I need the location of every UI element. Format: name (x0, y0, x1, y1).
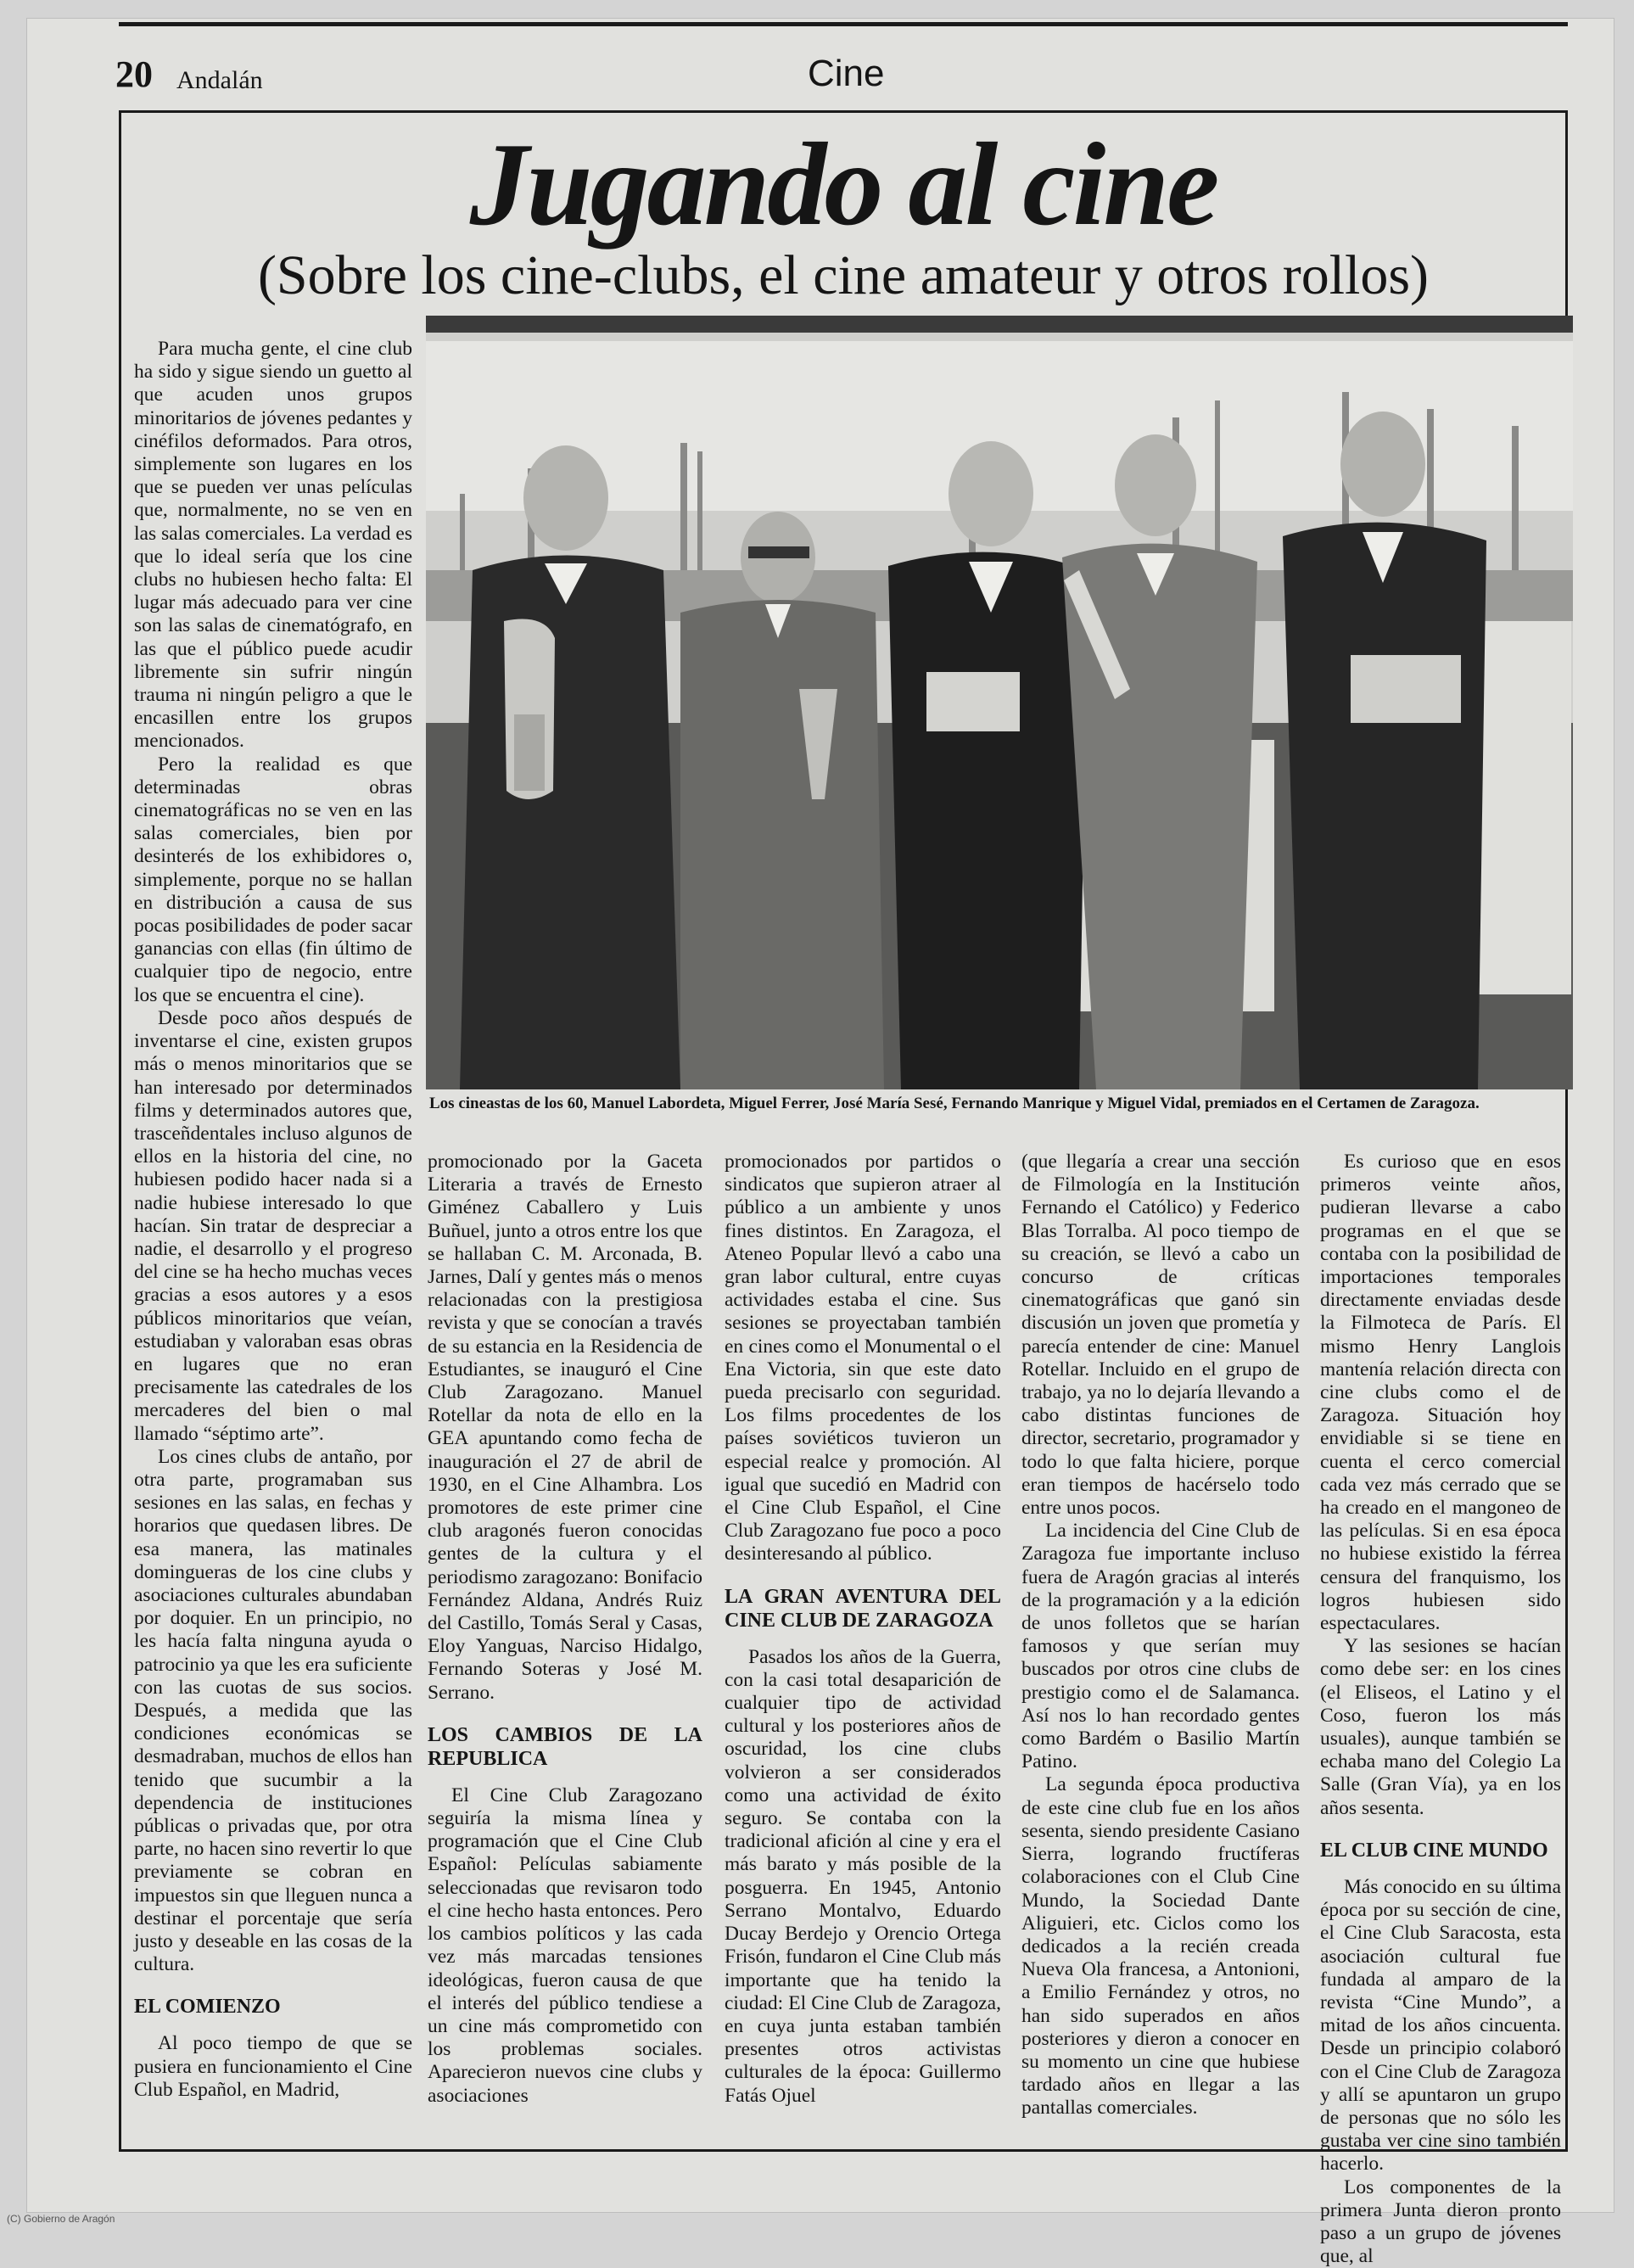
paragraph: Pasados los años de la Guerra, con la casi total desaparición de cualquier tipo de actividad cultural y los posteriores años de oscuridad, los cine clubs volvieron a ser considerados como una actividad de éxito seguro. Se contaba con la tradicional afición al cine y era el más barato y más posible de la posguerra. En 1945, Antonio Serrano Montalvo, Eduardo Ducay Berdejo y Orencio Ortega Frisón, fundaron el Cine Club más importante que ha tenido la ciudad: El Cine Club de Zaragoza, en cuya junta estaban también presentes otros activistas culturales de la época: Guillermo Fatás Ojuel (725, 1645, 1001, 2107)
article-headline: Jugando al cine (469, 119, 1217, 250)
section-heading: LA GRAN AVENTURA DEL CINE CLUB DE ZARAGOZA (725, 1585, 1001, 1632)
header-rule (119, 22, 1568, 26)
article-column-5 (1320, 1151, 1561, 2268)
paragraph: Para mucha gente, el cine club ha sido y sigue siendo un guetto al que acuden unos grupos minoritarios de jóvenes pedantes y cinéfilos deformados. Para otros, simplemente son lugares en los que se pueden ver unas películas que, normalmente, no se ven en las salas comerciales. La verdad es que lo ideal sería que los cine clubs no hubiesen hecho falta: El lugar más adecuado para ver cine son las salas de cinematógrafo, en las que el público puede acudir libremente sin sufrir ningún trauma ni ningún peligro a que le encasillen entre los grupos mencionados. (134, 338, 412, 753)
section-heading: LOS CAMBIOS DE LA REPUBLICA (428, 1723, 702, 1770)
section-heading: EL COMIENZO (134, 1996, 281, 2019)
paragraph: Y las sesiones se hacían como debe ser: en los cines (el Eliseos, el Latino y el Coso, fueron los más usuales), aunque también se echaba mano del Colegio La Salle (Gran Vía), ya en los años sesenta. (1320, 1635, 1561, 1819)
section-heading: EL CLUB CINE MUNDO (1320, 1839, 1548, 1862)
paragraph: (que llegaría a crear una sección de Filmología en la Institución Fernando el Católico) y Federico Blas Torralba. Al poco tiempo de su creación, se llevó a cabo un concurso de críticas cinematográficas que ganó sin discusión un joven que prometía y parecía entender de cine: Manuel Rotellar. Incluido en el grupo de trabajo, ya no lo dejaría llevando a cabo distintas funciones de director, secretario, programador y todo lo que falta hiciere, porque eran tiempos de hacérselo todo entre unos pocos. (1021, 1151, 1300, 1520)
photo-illustration (426, 316, 1573, 1089)
paragraph: promocionados por partidos o sindicatos que supieron atraer al público a un ambiente y unos fines distintos. En Zaragoza, el Ateneo Popular llevó a cabo una gran labor cultural, entre cuyas actividades estaba el cine. Sus sesiones se proyectaban también en cines como el Monumental o el Ena Victoria, sin que este dato pueda precisarlo con seguridad. Los films procedentes de los países soviéticos tuvieron un especial realce y promoción. Al igual que sucedió en Madrid con el Cine Club Español, el Cine Club Zaragozano fue poco a poco desinteresando al público. (725, 1151, 1001, 1565)
paragraph: La segunda época productiva de este cine club fue en los años sesenta, siendo presidente Casiano Sierra, logrando fructíferas colaboraciones con el Club Cine Mundo, la Sociedad Dante Aliguieri, etc. Ciclos como los dedicados a la recién creada Nueva Ola francesa, a Antonioni, a Emilio Fernández y otros, no han sido superados en años posteriores y dieron a conocer en su momento un cine que hubiese tardado años en llegar a las pantallas comerciales. (1021, 1773, 1300, 2120)
article-column-3 (725, 1151, 1001, 2108)
paragraph: Al poco tiempo de que se pusiera en funcionamiento el Cine Club Español, en Madrid, (134, 2032, 412, 2101)
copyright-credit: (C) Gobierno de Aragón (7, 2213, 115, 2225)
article-column-1 (134, 338, 412, 2128)
article-column-4 (1021, 1151, 1300, 2120)
publication-name: Andalán (176, 66, 263, 94)
article-subtitle: (Sobre los cine-clubs, el cine amateur y otros rollos) (257, 244, 1430, 306)
paragraph: Los componentes de la primera Junta dieron pronto paso a un grupo de jóvenes que, al (1320, 2176, 1561, 2268)
article-column-2 (428, 1151, 702, 2108)
paragraph: Más conocido en su última época por su sección de cine, el Cine Club Saracosta, esta asociación cultural fue fundada al amparo de la revista “Cine Mundo”, a mitad de los años cincuenta. Desde un principio colaboró con el Cine Club de Zaragoza y allí se apuntaron un grupo de personas que no sólo les gustaba ver cine sino también hacerlo. (1320, 1875, 1561, 2176)
paragraph: Desde poco años después de inventarse el cine, existen grupos más o menos minoritarios que se han interesado por determinados films y determinados autores que, trasceñdentales incluso algunos de ellos en la historia del cine, no hubiesen podido hacer nada si a nadie hubiese interesado lo que hacían. Sin tratar de despreciar a nadie, el desarrollo y el progreso del cine se ha hecho muchas veces gracias a esos autores y a esos públicos minoritarios que veían, estudiaban y valoraban esas obras en lugares que no eran precisamente las catedrales de los mercaderes del bien o mal llamado “séptimo arte”. (134, 1006, 412, 1445)
page-number: 20 (115, 53, 153, 95)
paragraph: La incidencia del Cine Club de Zaragoza fue importante incluso fuera de Aragón gracias al interés de la programación y a la edición de unos folletos que se harían famosos y que serían muy buscados por otros cine clubs de prestigio como el de Salamanca. Así nos lo han recordado gentes como Bardém o Basilio Martín Patino. (1021, 1520, 1300, 1773)
article-photo (426, 316, 1573, 1089)
section-title: Cine (808, 53, 885, 94)
photo-caption: Los cineastas de los 60, Manuel Labordeta, Miguel Ferrer, José María Sesé, Fernando Manrique y Miguel Vidal, premiados en el Certamen de Zaragoza. (429, 1095, 1480, 1112)
paragraph: Es curioso que en esos primeros veinte años, pudieran llevarse a cabo programas en el que se contaba con la posibilidad de importaciones temporales directamente enviadas desde la Filmoteca de París. El mismo Henry Langlois mantenía relación directa con cine clubs como el de Zaragoza. Situación hoy envidiable si se tiene en cuenta el cerco comercial cada vez más cerrado que se ha creado en el mangoneo de las películas. Si en esa época no hubiese existido la férrea censura del franquismo, los logros hubiesen sido espectaculares. (1320, 1151, 1561, 1635)
paragraph: El Cine Club Zaragozano seguiría la misma línea y programación que el Cine Club Español: Películas sabiamente seleccionadas que revisaron todo el cine hecho hasta entonces. Pero los cambios políticos y las cada vez más marcadas tensiones ideológicas, fueron causa de que el interés del público tendiese a un cine más comprometido con los problemas sociales. Aparecieron nuevos cine clubs y asociaciones (428, 1784, 702, 2107)
paragraph: Pero la realidad es que determinadas obras cinematográficas no se ven en las salas comerciales, bien por desinterés de los exhibidores o, simplemente, porque no se hallan en distribución a causa de sus pocas posibilidades de poder sacar ganancias con ellas (fin último de cualquier tipo de negocio, entre los que se encuentra el cine). (134, 753, 412, 1006)
paragraph: Los cines clubs de antaño, por otra parte, programaban sus sesiones en las salas, en fechas y horarios que quedasen libres. De esa manera, las matinales domingueras de los cine clubs y asociaciones culturales abundaban por doquier. En un principio, no les hacía falta ninguna ayuda o patrocinio ya que les era suficiente con las cuotas de sus socios. Después, a medida que las condiciones económicas se desmadraban, muchos de ellos han tenido que sucumbir a la dependencia de instituciones públicas o privadas que, por otra parte, no hacen sino revertir lo que previamente se cobran en impuestos sin que lleguen nunca a destinar el porcentaje que sería justo y deseable en las cosas de la cultura. (134, 1445, 412, 1976)
paragraph: promocionado por la Gaceta Literaria a través de Ernesto Giménez Caballero y Luis Buñuel, junto a otros entre los que se hallaban C. M. Arconada, B. Jarnes, Dalí y gentes más o menos relacionadas con la prestigiosa revista y que se conocían a través de su estancia en la Residencia de Estudiantes, se inauguró el Cine Club Zaragozano. Manuel Rotellar da nota de ello en la GEA apuntando como fecha de inauguración el 27 de abril de 1930, en el Cine Alhambra. Los promotores de este primer cine club aragonés fueron conocidas gentes de la cultura y el periodismo zaragozano: Bonifacio Fernández Aldana, Andrés Ruiz del Castillo, Tomás Seral y Casas, Eloy Yanguas, Narciso Hidalgo, Fernando Soteras y José M. Serrano. (428, 1151, 702, 1704)
